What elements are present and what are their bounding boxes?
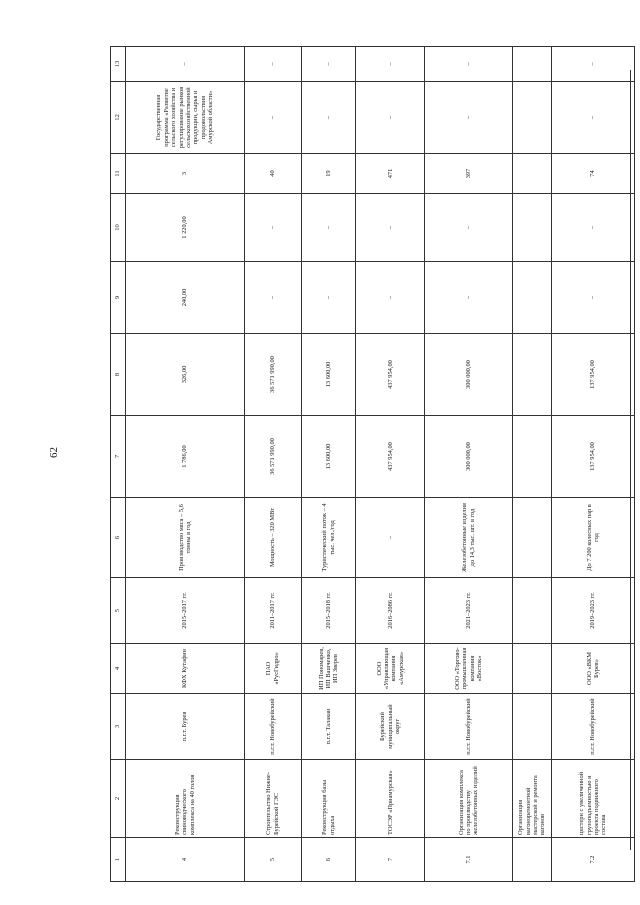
table-cell: –: [551, 82, 634, 154]
table-cell: Бурейский муниципальный округ: [356, 694, 425, 760]
table-cell: п.г.т. Новобурейский: [244, 694, 301, 760]
table-cell: 471: [356, 154, 425, 194]
table-cell: 1 220,00: [126, 194, 245, 262]
table-cell: ТОСЭР «Приамурская»: [356, 760, 425, 838]
table-cell: –: [244, 47, 301, 82]
table-cell: Организация вагоноремонтной мастерской и ремонта вагонов: [513, 760, 552, 838]
table-cell: 2015–2017 гг.: [126, 578, 245, 644]
table-cell: –: [301, 47, 356, 82]
table-cell: Производство мяса – 5,6 тонны в год: [126, 498, 245, 578]
table-cell: Мощность – 320 МВт: [244, 498, 301, 578]
table-cell: 437 954,00: [356, 416, 425, 498]
table-row: [244, 47, 301, 882]
table-cell: 326,00: [126, 334, 245, 416]
table-cell: [513, 578, 552, 644]
column-header: 13: [111, 47, 126, 82]
table-cell: Железобетонные изделия до 14,3 тыс. шт. в год: [425, 498, 513, 578]
table-cell: 7: [356, 838, 425, 882]
table-cell: [513, 262, 552, 334]
table-cell: 74: [551, 154, 634, 194]
table-cell: 1 786,00: [126, 416, 245, 498]
table-cell: 2011–2017 гг.: [244, 578, 301, 644]
column-header: 3: [111, 694, 126, 760]
table-cell: 137 954,00: [551, 334, 634, 416]
table-cell: –: [551, 194, 634, 262]
table-cell: [513, 694, 552, 760]
table-cell: Реконструкция базы отдыха: [301, 760, 356, 838]
table-cell: Реконструкция свиноводческого комплекса на 40 голов: [126, 760, 245, 838]
table-cell: Строительство Нижне-Бурейской ГЭС: [244, 760, 301, 838]
table-cell: 2015–2018 гг.: [301, 578, 356, 644]
table-cell: 2016–2086 гг.: [356, 578, 425, 644]
table-cell: –: [301, 262, 356, 334]
column-header: 10: [111, 194, 126, 262]
column-header: 9: [111, 262, 126, 334]
column-header: 6: [111, 498, 126, 578]
table-cell: ПАО «РусГидро»: [244, 644, 301, 694]
table-cell: [513, 47, 552, 82]
table-cell: –: [425, 82, 513, 154]
table-cell: [513, 416, 552, 498]
table-row: [126, 47, 245, 882]
table-cell: 40: [244, 154, 301, 194]
table-cell: цистерн с увеличенной грузоподъемностью и проекта подвижного состава: [551, 760, 634, 838]
table-cell: 137 954,00: [551, 416, 634, 498]
right-edge-line: [630, 70, 631, 850]
table-cell: –: [244, 262, 301, 334]
table-cell: 7.2: [551, 838, 634, 882]
table-cell: 36 571 990,00: [244, 416, 301, 498]
table-cell: 4: [126, 838, 245, 882]
table-cell: –: [356, 498, 425, 578]
table-row: [425, 47, 513, 882]
table-cell: [513, 334, 552, 416]
column-header: 8: [111, 334, 126, 416]
table-cell: 13 600,00: [301, 416, 356, 498]
table-cell: –: [244, 82, 301, 154]
table-cell: –: [425, 262, 513, 334]
table-cell: 397: [425, 154, 513, 194]
column-header: 11: [111, 154, 126, 194]
table-cell: 3: [126, 154, 245, 194]
table-cell: 300 000,00: [425, 334, 513, 416]
table-cell: ООО «ВКМ Бурея»: [551, 644, 634, 694]
table-cell: п.г.т. Новобурейский: [551, 694, 634, 760]
table-row: [301, 47, 356, 882]
projects-table: [110, 46, 635, 882]
table-cell: 240,00: [126, 262, 245, 334]
table-cell: –: [356, 47, 425, 82]
table-cell: 300 000,00: [425, 416, 513, 498]
table-cell: –: [425, 194, 513, 262]
table-cell: [513, 154, 552, 194]
table-cell: –: [356, 194, 425, 262]
table-cell: –: [551, 47, 634, 82]
column-header: 1: [111, 838, 126, 882]
table-cell: ИП Пономарев, ИП Вашченко, ИП Зверев: [301, 644, 356, 694]
table-cell: Организация комплекса по производству железобетонных изделий: [425, 760, 513, 838]
column-header: 4: [111, 644, 126, 694]
table-cell: –: [301, 194, 356, 262]
table-cell: 7.1: [425, 838, 513, 882]
table-cell: [513, 644, 552, 694]
table-row: [551, 47, 634, 882]
column-header: 7: [111, 416, 126, 498]
table-cell: п.г.т. Бурея: [126, 694, 245, 760]
column-header: 12: [111, 82, 126, 154]
table-cell: Государственная программа «Развитие сельского хозяйства и регулирование рынков сельскохозяйственной продукции, сырья и продовольствия Амурской области»: [126, 82, 245, 154]
table-cell: 437 954,00: [356, 334, 425, 416]
table-cell: 5: [244, 838, 301, 882]
table-cell: –: [126, 47, 245, 82]
table-cell: 19: [301, 154, 356, 194]
table-cell: 13 600,00: [301, 334, 356, 416]
table-cell: –: [244, 194, 301, 262]
table-cell: [513, 838, 552, 882]
table-cell: [513, 194, 552, 262]
table-cell: [513, 498, 552, 578]
table-cell: –: [301, 82, 356, 154]
table-cell: ООО «Торгово-промышленная компания «Восток»: [425, 644, 513, 694]
table-cell: 36 571 990,00: [244, 334, 301, 416]
table-cell: –: [425, 47, 513, 82]
column-header: 2: [111, 760, 126, 838]
table-row: [356, 47, 425, 882]
table-cell: [513, 82, 552, 154]
table-cell: КФХ Кутафин: [126, 644, 245, 694]
column-number-row: [111, 47, 126, 882]
page-number: 62: [48, 447, 60, 458]
table-cell: ООО «Управляющая компания «Амурская»: [356, 644, 425, 694]
table-cell: 2019–2023 гг.: [551, 578, 634, 644]
table-cell: –: [356, 262, 425, 334]
table-cell: –: [356, 82, 425, 154]
projects-table-rotated: [110, 47, 635, 882]
table-cell: Туристический поток – 4 тыс. чел./год: [301, 498, 356, 578]
table-cell: п.г.т. Талакан: [301, 694, 356, 760]
table-cell: До 7 200 колесных пар в год: [551, 498, 634, 578]
column-header: 5: [111, 578, 126, 644]
table-cell: 6: [301, 838, 356, 882]
table-cell: –: [551, 262, 634, 334]
table-cell: 2021–2023 гг.: [425, 578, 513, 644]
table-cell: п.г.т. Новобурейский: [425, 694, 513, 760]
table-row: [513, 47, 552, 882]
